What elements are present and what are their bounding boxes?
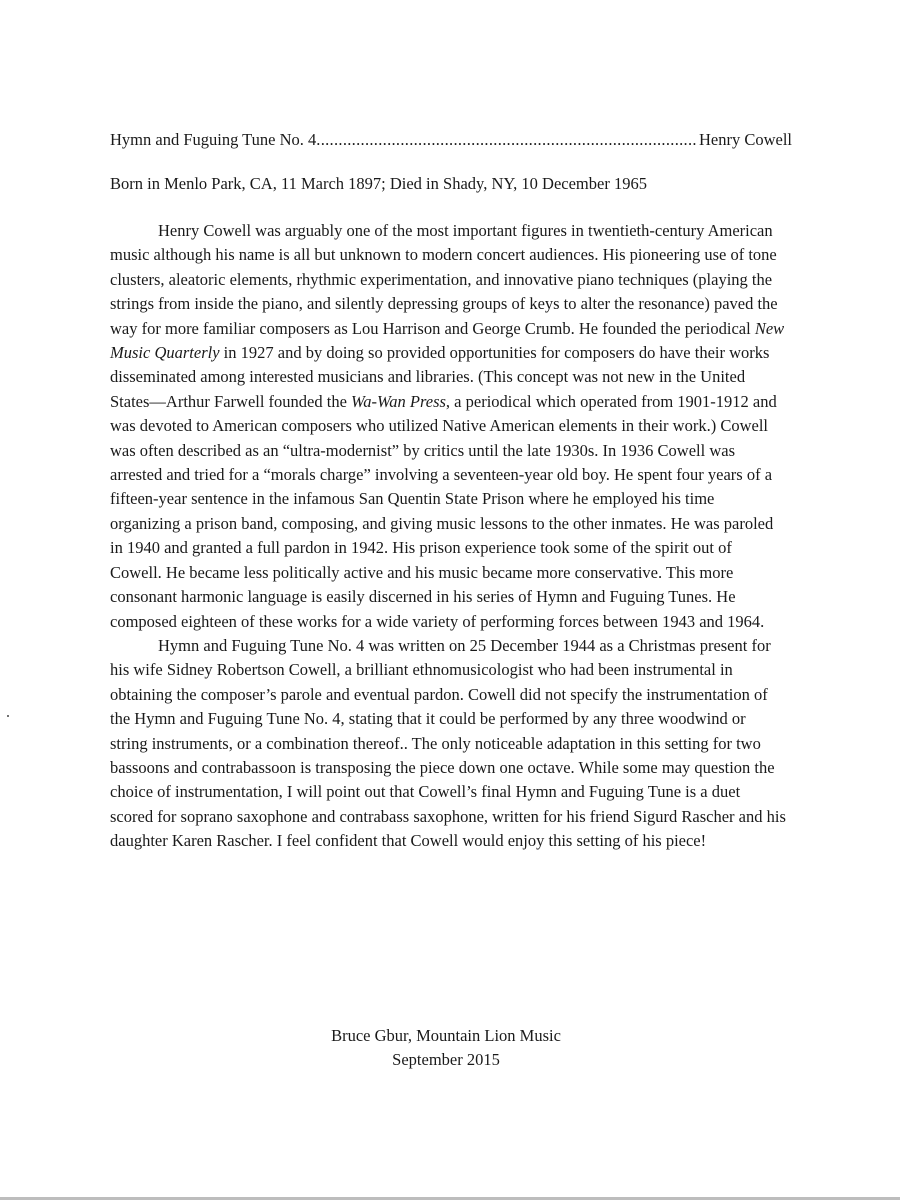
signature-date: September 2015: [392, 1050, 500, 1069]
paragraph-1-part-1: Henry Cowell was arguably one of the most important figures in twentieth-century American music although his name is all but unknown to modern concert audiences. His pioneering use of tone clusters, aleatoric elements, rhythmic experimentation, and innovative piano techniques (playing the strings from inside the piano, and silently depressing groups of keys to alter the resonance) paved the way for more familiar composers as Lou Harrison and George Crumb. He founded the periodical: [110, 221, 778, 338]
stray-dot-mark: [7, 715, 9, 717]
composer-bio-line: Born in Menlo Park, CA, 11 March 1897; Died in Shady, NY, 10 December 1965: [110, 174, 647, 193]
title-new-music-quarterly: New Music Quarterly: [110, 318, 785, 363]
composer-name: Henry Cowell: [698, 130, 792, 149]
piece-title: Hymn and Fuguing Tune No. 4: [110, 130, 317, 149]
title-wa-wan-press: Wa-Wan Press: [351, 391, 446, 411]
program-note-body: [110, 219, 786, 854]
paragraph-1-part-3: , a periodical which operated from 1901-1912 and was devoted to American composers who utilized Native American elements in their work.) Cowell was often described as an “ultra-modernist” by critics until the late 1930s. In 1936 Cowell was arrested and tried for a “morals charge” involving a seventeen-year old boy. He spent four years of a fifteen-year sentence in the infamous San Quentin State Prison where he employed his time organizing a prison band, composing, and giving music lessons to the other inmates. He was paroled in 1940 and granted a full pardon in 1942. His prison experience took some of the spirit out of Cowell. He became less politically active and his music became more conservative. This more consonant harmonic language is easily discerned in his series of Hymn and Fuguing Tunes. He composed eighteen of these works for a wide variety of performing forces between 1943 and 1964.: [110, 391, 777, 631]
dot-leader: [316, 128, 697, 152]
signature-author: Bruce Gbur, Mountain Lion Music: [331, 1026, 561, 1045]
program-note-heading: [110, 128, 792, 152]
paragraph-1: [110, 219, 786, 634]
paragraph-1-part-2: in 1927 and by doing so provided opportunities for composers do have their works disseminated among interested musicians and libraries. (This concept was not new in the United States—Arthur Farwell founded the: [110, 343, 770, 411]
signature-block: [0, 1024, 892, 1072]
paragraph-2: Hymn and Fuguing Tune No. 4 was written on 25 December 1944 as a Christmas present for his wife Sidney Robertson Cowell, a brilliant ethnomusicologist who had been instrumental in obtaining the composer’s parole and eventual pardon. Cowell did not specify the instrumentation of the Hymn and Fuguing Tune No. 4, stating that it could be performed by any three woodwind or string instruments, or a combination thereof.. The only noticeable adaptation in this setting for two bassoons and contrabassoon is transposing the piece down one octave. While some may question the choice of instrumentation, I will point out that Cowell’s final Hymn and Fuguing Tune is a duet scored for soprano saxophone and contrabass saxophone, written for his friend Sigurd Rascher and his daughter Karen Rascher. I feel confident that Cowell would enjoy this setting of his piece!: [110, 635, 786, 851]
